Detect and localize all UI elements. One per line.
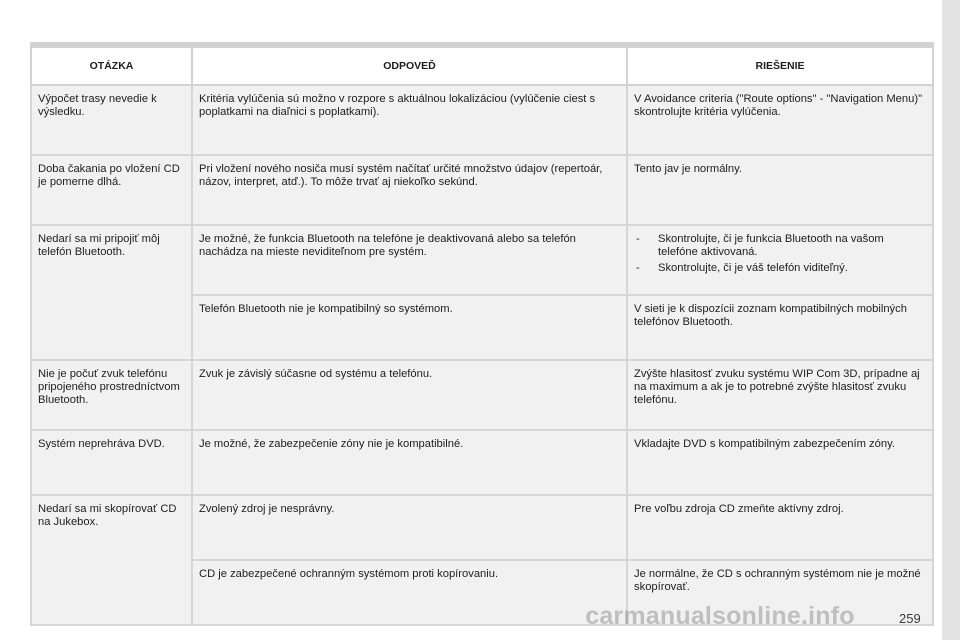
solution-cell: Zvýšte hlasitosť zvuku systému WIP Com 3D, prípadne aj na maximum a ak je to potrebné zvýšte hlasitosť zvuku telefónu. [627,360,933,430]
header-solution: RIEŠENIE [627,45,933,85]
table-row [31,430,933,495]
page-number: 259 [899,611,921,626]
solution-cell: V sieti je k dispozícii zoznam kompatibilných mobilných telefónov Bluetooth. [627,295,933,360]
solution-cell: V Avoidance criteria ("Route options" - "Navigation Menu)" skontrolujte kritéria vylúčenia. [627,85,933,155]
solution-cell [627,225,933,295]
header-question: OTÁZKA [31,45,192,85]
table-row [31,85,933,155]
table-row [31,495,933,560]
solution-cell: Tento jav je normálny. [627,155,933,225]
answer-cell: Kritéria vylúčenia sú možno v rozpore s aktuálnou lokalizáciou (vylúčenie ciest s poplatkami na diaľnici s poplatkami). [192,85,627,155]
solution-bullet: - Skontrolujte, či je funkcia Bluetooth na vašom telefóne aktivovaná. [634,233,926,259]
answer-cell: Zvolený zdroj je nesprávny. [192,495,627,560]
question-cell: Nie je počuť zvuk telefónu pripojeného prostredníctvom Bluetooth. [31,360,192,430]
solution-bullet-list [634,233,926,275]
question-cell: Nedarí sa mi skopírovať CD na Jukebox. [31,495,192,625]
answer-cell: Je možné, že funkcia Bluetooth na telefóne je deaktivovaná alebo sa telefón nachádza na mieste neviditeľnom pre systém. [192,225,627,295]
watermark: carmanualsonline.info [585,602,855,630]
answer-cell: Je možné, že zabezpečenie zóny nie je kompatibilné. [192,430,627,495]
question-cell: Výpočet trasy nevedie k výsledku. [31,85,192,155]
answer-cell: Zvuk je závislý súčasne od systému a telefónu. [192,360,627,430]
solution-bullet: - Skontrolujte, či je váš telefón viditeľný. [634,262,926,275]
solution-cell: Je normálne, že CD s ochranným systémom nie je možné skopírovať. [627,560,933,625]
question-cell: Systém neprehráva DVD. [31,430,192,495]
question-cell: Nedarí sa mi pripojiť môj telefón Bluetooth. [31,225,192,360]
page-edge-strip [942,0,960,640]
answer-cell: CD je zabezpečené ochranným systémom proti kopírovaniu. [192,560,627,625]
question-cell: Doba čakania po vložení CD je pomerne dlhá. [31,155,192,225]
answer-cell: Pri vložení nového nosiča musí systém načítať určité množstvo údajov (repertoár, názov, interpret, atď.). To môže trvať aj niekoľko sekúnd. [192,155,627,225]
table-header-row [31,45,933,85]
header-answer: ODPOVEĎ [192,45,627,85]
table-row [31,225,933,295]
troubleshooting-table [30,42,934,626]
answer-cell: Telefón Bluetooth nie je kompatibilný so systémom. [192,295,627,360]
table-row [31,360,933,430]
solution-cell: Pre voľbu zdroja CD zmeňte aktívny zdroj. [627,495,933,560]
solution-cell: Vkladajte DVD s kompatibilným zabezpečením zóny. [627,430,933,495]
table-row [31,155,933,225]
